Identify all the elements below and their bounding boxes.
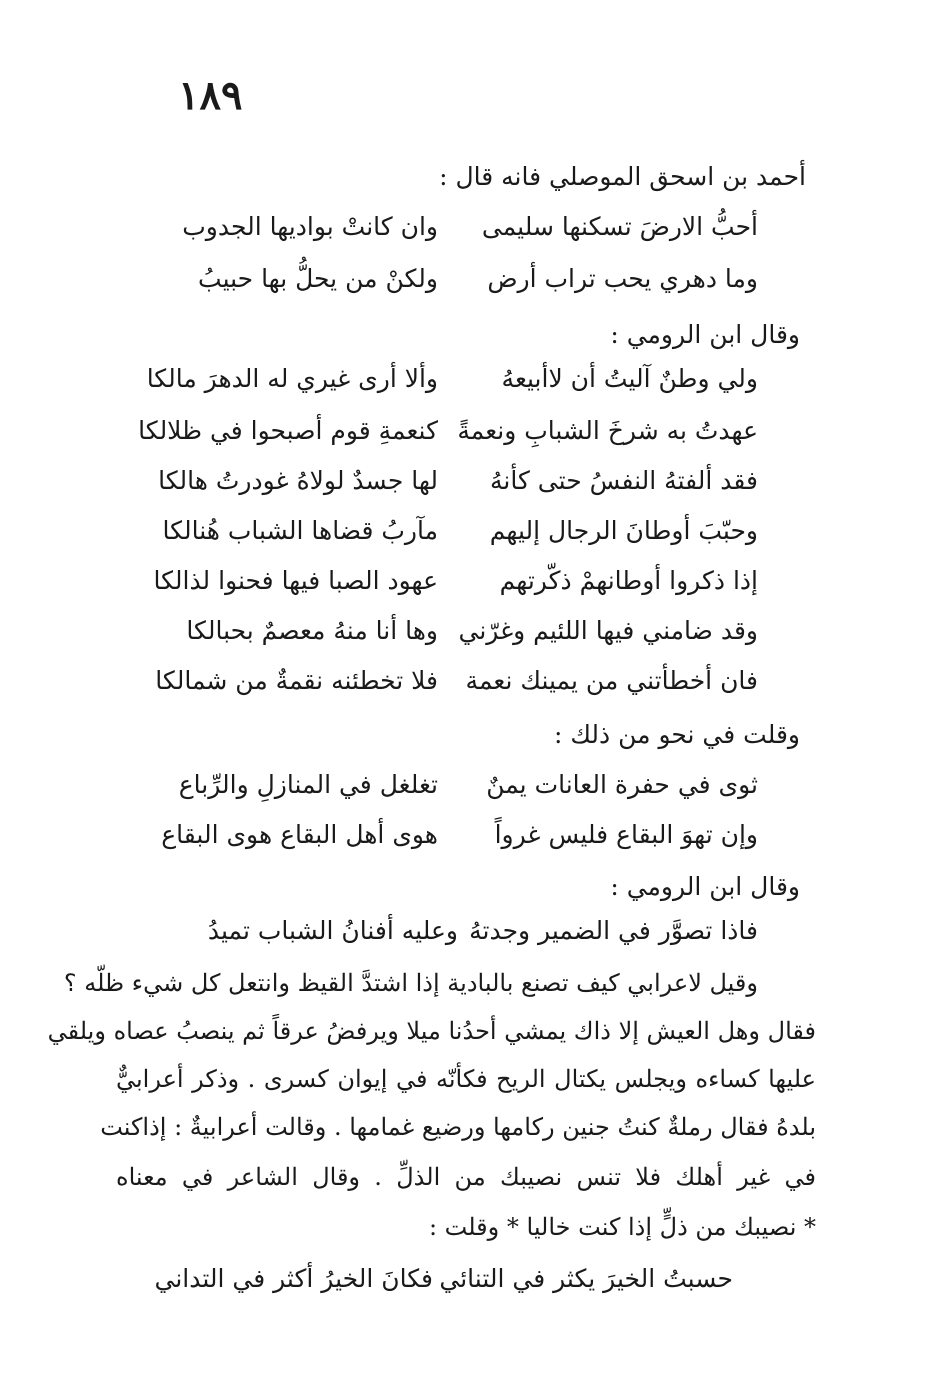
- section-intro: وقال ابن الرومي :: [610, 320, 800, 349]
- verse-line: [162, 514, 758, 548]
- section-intro: أحمد بن اسحق الموصلي فانه قال :: [439, 162, 806, 191]
- verse-line: [158, 464, 758, 498]
- verse-line: [178, 768, 758, 802]
- page-number: ١٨٩: [178, 72, 243, 119]
- verse-line: [138, 414, 758, 448]
- verse-first-hemistich: حسبتُ الخيرَ يكثر في التنائي: [439, 1264, 733, 1293]
- verse-first-hemistich: ثوى في حفرة العانات يمنٌ: [486, 770, 758, 799]
- verse-second-hemistich: وعليه أفنانُ الشباب تميدُ: [207, 916, 458, 945]
- verse-second-hemistich: تغلغل في المنازلِ والرِّباع: [178, 770, 438, 799]
- verse-second-hemistich: هوى أهل البقاع هوى البقاع: [161, 820, 438, 849]
- verse-first-hemistich: وما دهري يحب تراب أرض: [487, 264, 758, 293]
- verse-first-hemistich: فاذا تصوَّر في الضمير وجدتهُ: [469, 916, 758, 945]
- verse-second-hemistich: وان كانتْ بواديها الجدوب: [182, 212, 438, 241]
- verse-first-hemistich: ولي وطنٌ آليتُ أن لاأبيعهُ: [501, 364, 758, 393]
- verse-second-hemistich: عهود الصبا فيها فحنوا لذالكا: [153, 566, 438, 595]
- prose-line: فقال وهل العيش إلا ذاك يمشي أحدُنا ميلا ويرفضُ عرقاً ثم ينصبُ عصاه ويلقي: [47, 1017, 816, 1045]
- verse-second-hemistich: فكانَ الخيرُ أكثر في التداني: [154, 1264, 433, 1293]
- prose-line: وقيل لاعرابي كيف تصنع بالبادية إذا اشتدَّ القيظ وانتعل كل شيء ظلّه ؟: [63, 969, 758, 997]
- verse-second-hemistich: لها جسدٌ لولاهُ غودرتُ هالكا: [158, 466, 438, 495]
- verse-first-hemistich: وحبّبَ أوطانَ الرجال إليهم: [489, 516, 758, 545]
- verse-line: [155, 664, 758, 698]
- verse-line: [178, 262, 758, 296]
- verse-line: [178, 614, 758, 648]
- verse-second-hemistich: ولكنْ من يحلُّ بها حبيبُ: [198, 264, 438, 293]
- prose-line: بلدهُ فقال رملةٌ كنتُ جنين ركامها ورضيع غمامها . وقالت أعرابيةٌ : إذاكنت: [100, 1113, 816, 1141]
- verse-second-hemistich: وألا أرى غيري له الدهرَ مالكا: [146, 364, 438, 393]
- verse-second-hemistich: وها أنا منهُ معصمٌ بحبالكا: [186, 616, 438, 645]
- prose-line: * نصيبك من ذلٍّ إذا كنت خاليا * وقلت :: [428, 1213, 816, 1241]
- verse-first-hemistich: وقد ضامني فيها اللئيم وغرّني: [458, 616, 758, 645]
- verse-second-hemistich: فلا تخطئنه نقمةٌ من شمالكا: [155, 666, 438, 695]
- verse-first-hemistich: إذا ذكروا أوطانهمْ ذكّرتهم: [499, 566, 758, 595]
- prose-line: عليها كساءه ويجلس يكتال الريح فكأنّه في إيوان كسرى . وذكر أعرابيٌّ: [116, 1065, 816, 1093]
- verse-first-hemistich: فقد ألفتهُ النفسُ حتى كأنهُ: [489, 466, 758, 495]
- verse-line: [146, 362, 758, 396]
- verse-line: [153, 564, 758, 598]
- verse-second-hemistich: كنعمةِ قوم أصبحوا في ظلالكا: [138, 416, 438, 445]
- verse-first-hemistich: فان أخطأتني من يمينك نعمة: [465, 666, 758, 695]
- verse-first-hemistich: عهدتُ به شرخَ الشبابِ ونعمةً: [457, 416, 758, 445]
- section-intro: وقال ابن الرومي :: [610, 872, 800, 901]
- verse-line: [178, 210, 758, 244]
- section-intro: وقلت في نحو من ذلك :: [553, 720, 800, 749]
- verse-first-hemistich: أحبُّ الارضَ تسكنها سليمى: [481, 212, 758, 241]
- prose-line: في غير أهلك فلا تنس نصيبك من الذلِّ . وقال الشاعر في معناه: [116, 1163, 816, 1191]
- verse-line: [178, 914, 758, 948]
- verse-line: [161, 818, 758, 852]
- verse-first-hemistich: وإن تهوَ البقاع فليس غرواً: [494, 820, 758, 849]
- verse-second-hemistich: مآربُ قضاها الشباب هُنالكا: [162, 516, 438, 545]
